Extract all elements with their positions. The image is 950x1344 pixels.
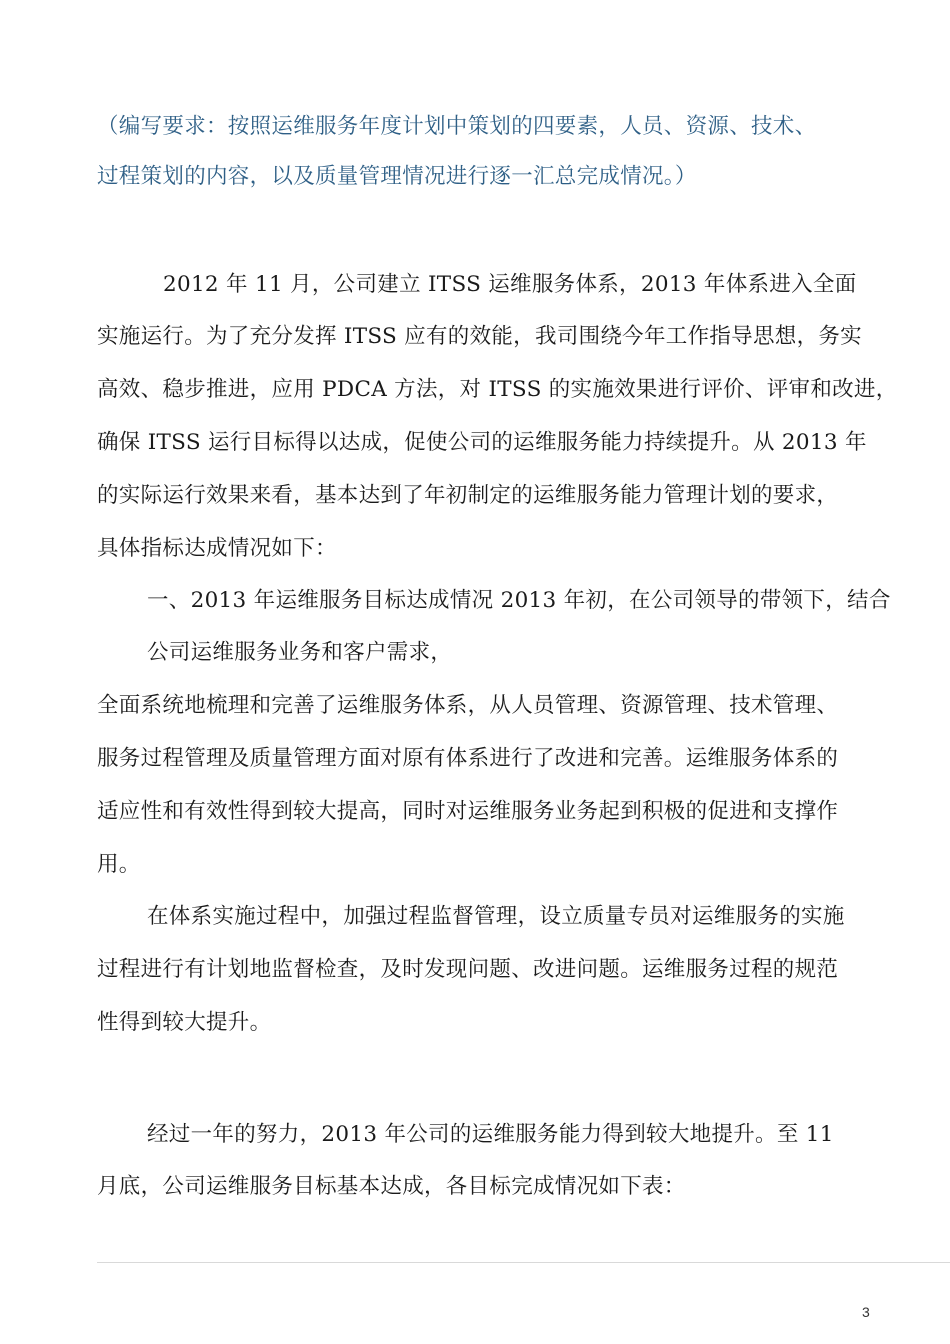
paragraph-line: 适应性和有效性得到较大提高，同时对运维服务业务起到积极的促进和支撑作 <box>97 799 839 824</box>
paragraph-line: 的实际运行效果来看，基本达到了年初制定的运维服务能力管理计划的要求， <box>97 483 839 508</box>
heading-line: 一、2013 年运维服务目标达成情况 2013 年初，在公司领导的带领下，结合 <box>147 588 891 613</box>
paragraph-line: 2012 年 11 月，公司建立 ITSS 运维服务体系，2013 年体系进入全面 <box>163 272 857 297</box>
footer-divider <box>97 1262 950 1263</box>
paragraph-line: 实施运行。为了充分发挥 ITSS 应有的效能，我司围绕今年工作指导思想，务实 <box>97 324 862 349</box>
paragraph-line: 具体指标达成情况如下： <box>97 536 337 561</box>
paragraph-line: 服务过程管理及质量管理方面对原有体系进行了改进和完善。运维服务体系的 <box>97 746 839 771</box>
paragraph-line: 月底，公司运维服务目标基本达成，各目标完成情况如下表： <box>97 1174 686 1199</box>
paragraph-line: 过程进行有计划地监督检查，及时发现问题、改进问题。运维服务过程的规范 <box>97 957 839 982</box>
paragraph-line: 经过一年的努力，2013 年公司的运维服务能力得到较大地提升。至 11 <box>147 1122 834 1147</box>
note-line: （编写要求：按照运维服务年度计划中策划的四要素，人员、资源、技术、 <box>97 114 817 139</box>
note-line: 过程策划的内容，以及质量管理情况进行逐一汇总完成情况。） <box>97 164 697 189</box>
paragraph-line: 性得到较大提升。 <box>97 1010 272 1035</box>
paragraph-line: 确保 ITSS 运行目标得以达成，促使公司的运维服务能力持续提升。从 2013 年 <box>97 430 867 455</box>
page-number: 3 <box>862 1304 870 1320</box>
paragraph-line: 用。 <box>97 852 141 877</box>
paragraph-line: 高效、稳步推进，应用 PDCA 方法，对 ITSS 的实施效果进行评价、评审和改进， <box>97 377 898 402</box>
paragraph-line: 全面系统地梳理和完善了运维服务体系，从人员管理、资源管理、技术管理、 <box>97 693 839 718</box>
heading-line: 公司运维服务业务和客户需求， <box>147 640 453 665</box>
paragraph-line: 在体系实施过程中，加强过程监督管理，设立质量专员对运维服务的实施 <box>147 904 845 929</box>
